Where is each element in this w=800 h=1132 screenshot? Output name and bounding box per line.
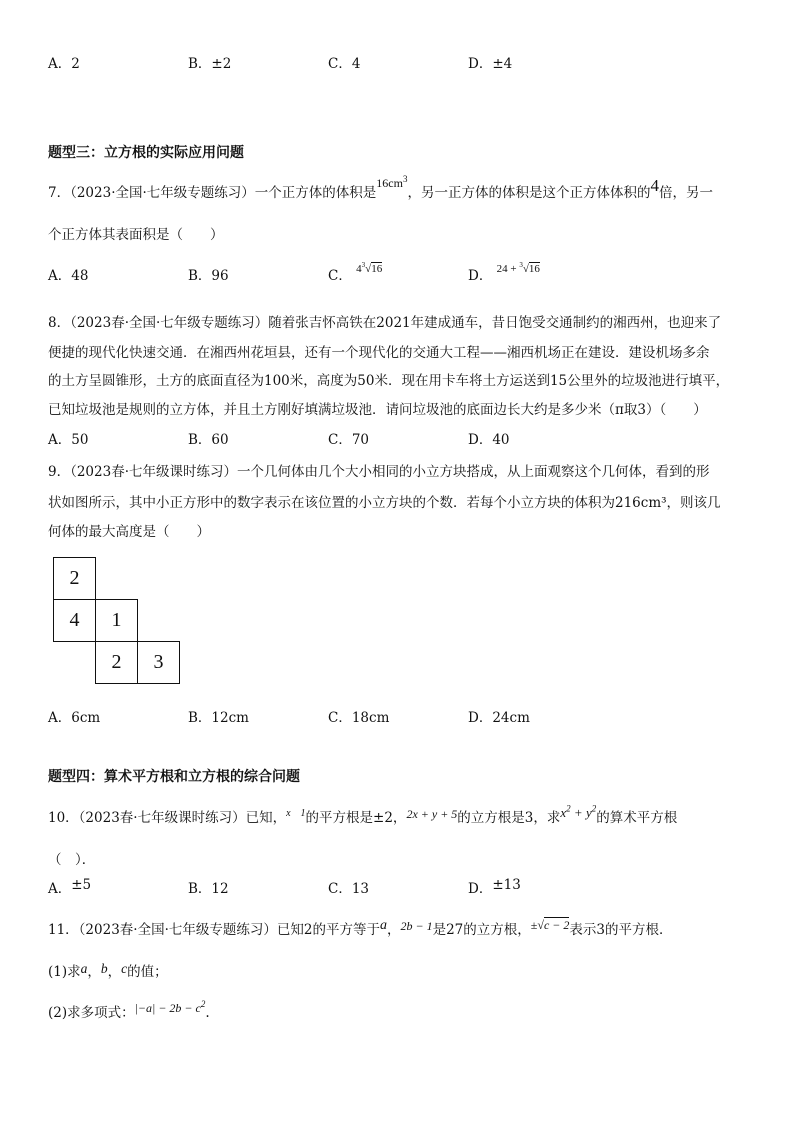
q7-line-1 [48, 174, 713, 202]
q9-line-2: 状如图所示，其中小正方形中的数字表示在该位置的小立方块的个数．若每个小立方块的体积为216cm³，则该几 [48, 495, 721, 511]
option-d-pre: 24 + [496, 263, 520, 275]
top-view-grid [53, 557, 183, 687]
option-d [468, 261, 540, 284]
grid-cell: 4 [53, 599, 96, 642]
option-c-label: C． [328, 268, 352, 284]
q6-options [48, 52, 748, 70]
radical-icon: √ [522, 263, 529, 275]
q9-options [48, 706, 748, 724]
option-d-label: D． [468, 881, 493, 897]
option-a-value: ±5 [71, 877, 92, 893]
q10-text-4: 的算术平方根 [596, 810, 678, 826]
option-c-radicand: 16 [371, 263, 383, 275]
q10-text-2: 的平方根是±2， [305, 810, 407, 826]
option-a: A．2 [48, 56, 80, 72]
q11-var-a: a [379, 918, 387, 933]
q7-volume-value: 16cm [376, 176, 403, 190]
grid-cell: 3 [137, 641, 180, 684]
option-c-index: 3 [361, 261, 366, 269]
option-d-expr [497, 263, 540, 275]
q11-sub2-post: . [205, 1005, 210, 1021]
q8-line-4: 已知垃圾池是规则的立方体，并且土方刚好填满垃圾池．请问垃圾池的底面边长大约是多少米（π取3）（ ） [48, 402, 707, 418]
q10-line-1 [48, 803, 678, 826]
option-c-coef: 4 [356, 263, 362, 275]
option-c-expr [356, 263, 382, 275]
q11-sub2-pre: (2)求多项式： [48, 1005, 135, 1021]
q7-options [48, 261, 748, 284]
q11-sub2-expr-body: |−a| − 2b − c [134, 1001, 201, 1015]
option-a: A．6cm [48, 710, 101, 726]
q7-volume-exp: 3 [402, 174, 408, 184]
option-d-radicand: 16 [528, 263, 540, 275]
section-3-title: 题型三：立方根的实际应用问题 [48, 145, 244, 161]
q10-expr-2 [560, 805, 596, 820]
q10-line-2: （ ）． [48, 852, 96, 868]
q11-sub2-exp: 2 [200, 999, 206, 1009]
q10-x-expr: x 1 [286, 808, 306, 819]
q11-sub1-b: b [100, 961, 108, 976]
option-c: C．4 [328, 56, 361, 72]
q11-sub-2 [48, 1001, 210, 1021]
option-b: B．±2 [188, 56, 232, 72]
q7-text-2: ，另一正方体的体积是这个正方体体积的 [407, 185, 651, 201]
option-c: C．70 [328, 432, 370, 448]
option-b: B．12 [188, 881, 229, 897]
q10-expr-2-exp-x: 2 [566, 803, 571, 814]
q11-sub1-c: c [121, 961, 128, 976]
q11-radicand: c − 2 [543, 918, 570, 932]
q11-sub-1 [48, 960, 168, 980]
option-c: C．18cm [328, 710, 390, 726]
q10-expr-2-y: + y [570, 805, 592, 820]
q11-sub1-a: a [80, 961, 88, 976]
q7-volume [376, 176, 407, 190]
option-d: D．24cm [468, 710, 530, 726]
q10-expr-2-exp-y: 2 [591, 803, 597, 814]
q11-text-4: 表示3的平方根． [569, 922, 673, 938]
option-d-label: D． [468, 268, 493, 284]
q11-text-3: 是27的立方根， [432, 922, 531, 938]
q11-text-2: ， [386, 922, 401, 938]
q7-factor: 4 [650, 176, 659, 195]
q11-sub2-expr [135, 1001, 206, 1015]
q7-text-3: 倍，另一 [658, 185, 713, 201]
q11-sub1-sep: ， [107, 964, 122, 980]
q9-line-3: 何体的最大高度是（ ） [48, 524, 210, 540]
option-a: A．48 [48, 268, 89, 284]
radical-icon: √ [537, 918, 544, 932]
q8-line-1: 8．（2023春·全国·七年级专题练习）随着张吉怀高铁在2021年建成通车，昔日饱受交通制约的湘西州，也迎来了 [48, 315, 722, 331]
section-4-title: 题型四：算术平方根和立方根的综合问题 [48, 769, 300, 785]
q11-sub1-post: 的值； [127, 964, 168, 980]
q9-line-1: 9．（2023春·七年级课时练习）一个几何体由几个大小相同的小立方块搭成，从上面观察这个几何体，看到的形 [48, 464, 710, 480]
q11-radical-expr [531, 918, 570, 932]
q7-text-1: 7．（2023·全国·七年级专题练习）一个正方体的体积是 [48, 185, 377, 201]
grid-cell: 2 [53, 557, 96, 600]
q10-text-1: 10．（2023春·七年级课时练习）已知， [48, 810, 287, 826]
q10-options [48, 877, 748, 895]
option-d-value: ±13 [492, 877, 521, 893]
q11-sub1-pre: (1)求 [48, 964, 81, 980]
q10-expr-1: 2x + y + 5 [406, 807, 458, 821]
option-d: D．±4 [468, 56, 513, 72]
option-a-label: A． [48, 881, 72, 897]
option-c: C．13 [328, 881, 370, 897]
option-d [468, 877, 521, 897]
q11-sub1-sep: ， [87, 964, 101, 980]
option-b: B．60 [188, 432, 229, 448]
q11-expr-b: 2b − 1 [400, 919, 433, 933]
grid-cell: 2 [95, 641, 138, 684]
q7-line-2: 个正方体其表面积是（ ） [48, 227, 224, 243]
q8-options [48, 428, 748, 446]
option-c [328, 261, 383, 284]
q11-plus-minus: ± [530, 918, 538, 932]
q8-line-3: 的土方呈圆锥形，土方的底面直径为100米，高度为50米．现在用卡车将土方运送到15公里外的垃圾池进行填平， [48, 373, 730, 389]
q8-line-2: 便捷的现代化快速交通．在湘西州花垣县，还有一个现代化的交通大工程——湘西机场正在建设．建设机场多余 [48, 345, 710, 361]
option-a [48, 877, 91, 897]
radical-icon: √ [365, 263, 372, 275]
option-b: B．96 [188, 268, 229, 284]
q11-line-1 [48, 918, 672, 939]
option-b: B．12cm [188, 710, 249, 726]
grid-cell: 1 [95, 599, 138, 642]
option-a: A．50 [48, 432, 89, 448]
q10-text-3: 的立方根是3，求 [457, 810, 561, 826]
q10-expr-2-x: x [560, 805, 567, 820]
option-d-index: 3 [519, 261, 523, 269]
q11-text-1: 11．（2023春·全国·七年级专题练习）已知2的平方等于 [48, 922, 380, 938]
option-d: D．40 [468, 432, 510, 448]
